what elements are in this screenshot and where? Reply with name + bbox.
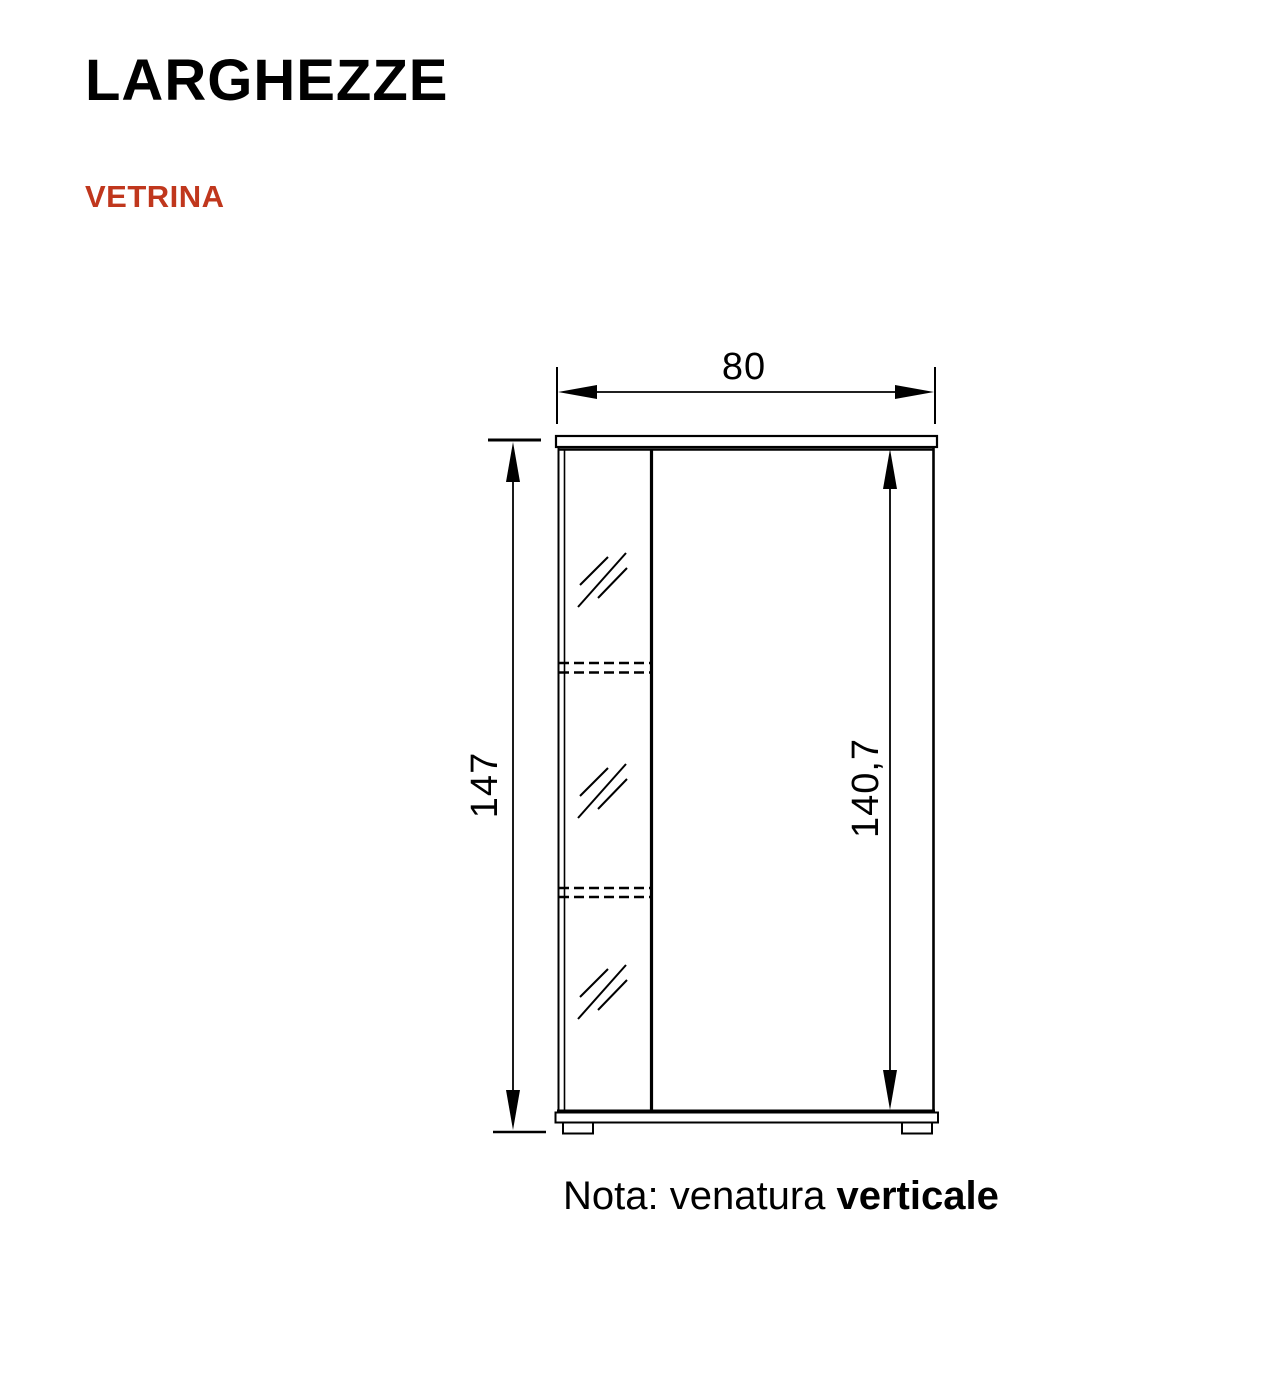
glass-pane-icon-middle bbox=[578, 764, 627, 818]
cabinet-foot-left bbox=[563, 1123, 593, 1134]
dim-width-arrow-left bbox=[558, 385, 597, 399]
dim-height-overall bbox=[464, 440, 546, 1132]
dim-height-overall-label: 147 bbox=[464, 751, 506, 819]
section-subtitle: VETRINA bbox=[85, 179, 225, 214]
cabinet-foot-right bbox=[902, 1123, 932, 1134]
dim-height-overall-arrow-top bbox=[506, 442, 520, 482]
grain-note-bold: verticale bbox=[836, 1174, 999, 1218]
glass-pane-icon-top bbox=[578, 553, 627, 607]
dim-height-door-arrow-top bbox=[883, 449, 897, 489]
grain-note-prefix: Nota: venatura bbox=[563, 1174, 837, 1218]
page-title: LARGHEZZE bbox=[85, 48, 449, 113]
dim-height-door bbox=[845, 449, 897, 1110]
dim-width-label: 80 bbox=[721, 346, 767, 388]
dim-width-arrow-right bbox=[895, 385, 934, 399]
dim-height-door-label: 140,7 bbox=[845, 737, 887, 839]
grain-note bbox=[563, 1174, 999, 1218]
glass-pane-icon-bottom bbox=[578, 965, 627, 1019]
dim-height-overall-arrow-bottom bbox=[506, 1090, 520, 1130]
dim-height-door-arrow-bottom bbox=[883, 1070, 897, 1110]
cabinet-top-panel bbox=[556, 436, 937, 447]
dim-width bbox=[557, 346, 935, 424]
cabinet-plinth bbox=[556, 1113, 939, 1123]
